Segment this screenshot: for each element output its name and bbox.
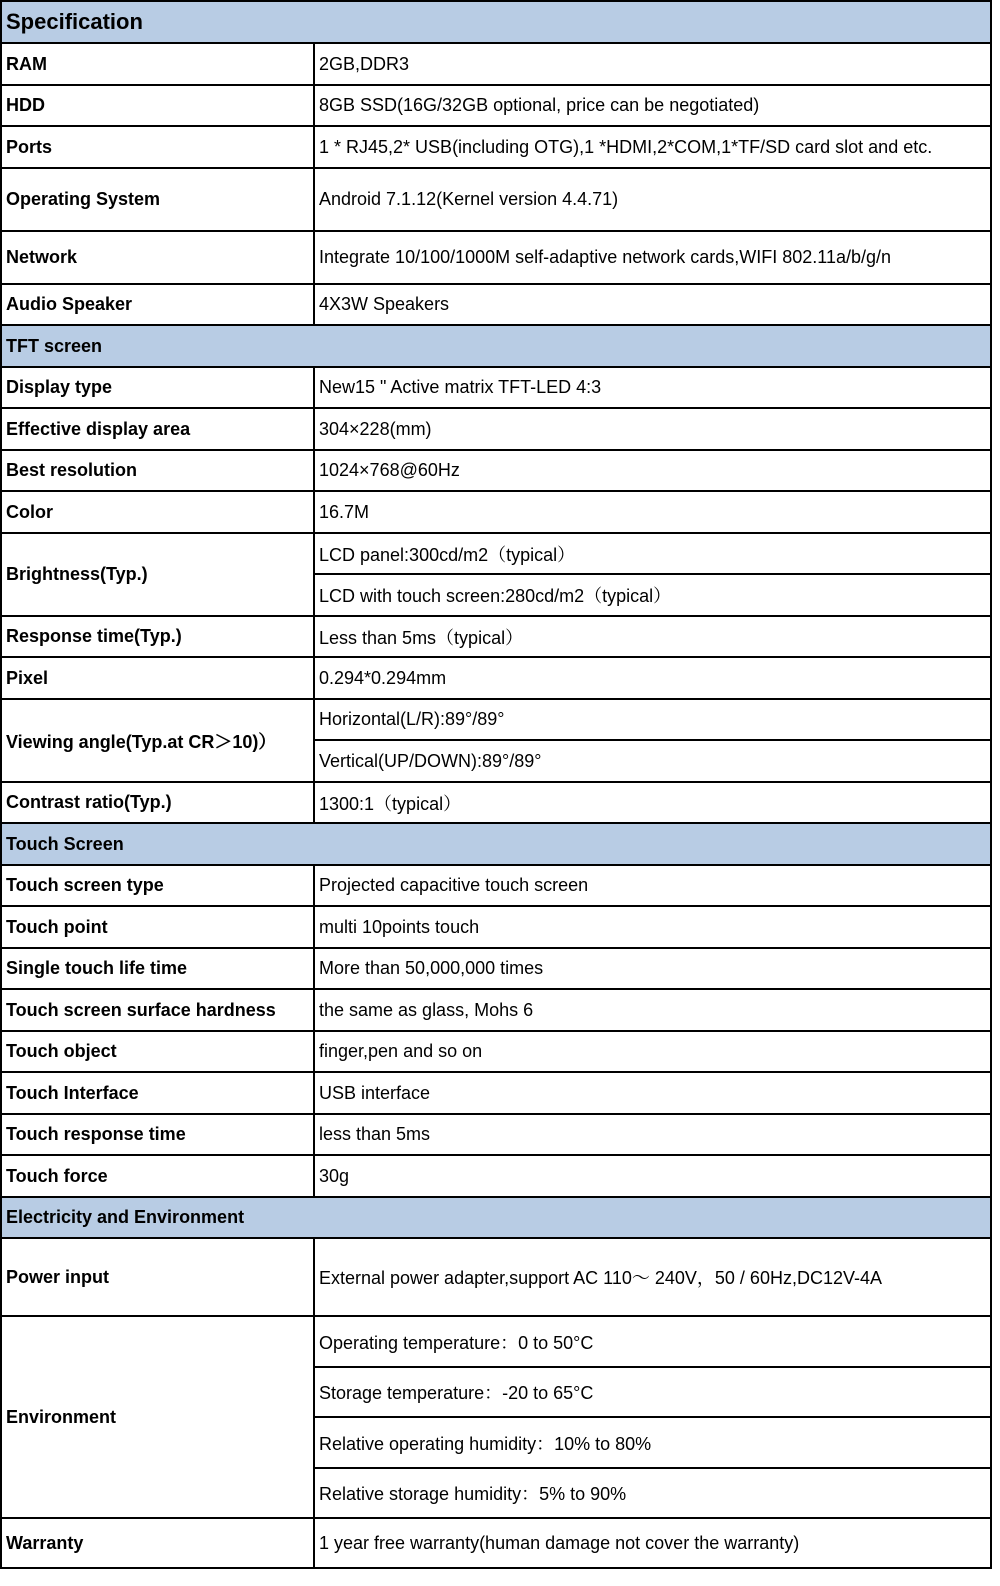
spec-label: Touch screen surface hardness — [1, 989, 314, 1031]
spec-value: USB interface — [314, 1072, 991, 1114]
table-row — [1, 533, 991, 574]
table-row — [1, 43, 991, 85]
spec-label: Contrast ratio(Typ.) — [1, 782, 314, 823]
spec-label: Ports — [1, 126, 314, 168]
spec-label: RAM — [1, 43, 314, 85]
table-row — [1, 408, 991, 450]
spec-label: Display type — [1, 367, 314, 408]
spec-value: Horizontal(L/R):89°/89° — [314, 699, 991, 740]
table-row — [1, 1072, 991, 1114]
spec-value: External power adapter,support AC 110～ 240V，50 / 60Hz,DC12V-4A — [314, 1238, 991, 1316]
section-title: TFT screen — [1, 325, 991, 367]
table-row — [1, 657, 991, 699]
spec-label: Touch force — [1, 1155, 314, 1197]
table-row — [1, 1114, 991, 1155]
table-row — [1, 906, 991, 948]
table-row — [1, 865, 991, 906]
spec-value: the same as glass, Mohs 6 — [314, 989, 991, 1031]
spec-value: 16.7M — [314, 491, 991, 533]
table-row — [1, 1155, 991, 1197]
spec-value: 1300:1（typical） — [314, 782, 991, 823]
table-row — [1, 491, 991, 533]
table-row — [1, 699, 991, 740]
spec-value: 30g — [314, 1155, 991, 1197]
spec-label: Audio Speaker — [1, 284, 314, 325]
spec-value: Projected capacitive touch screen — [314, 865, 991, 906]
spec-value: less than 5ms — [314, 1114, 991, 1155]
spec-value: 304×228(mm) — [314, 408, 991, 450]
table-row — [1, 126, 991, 168]
spec-label: Response time(Typ.) — [1, 616, 314, 657]
table-row — [1, 284, 991, 325]
table-row — [1, 1031, 991, 1072]
spec-value: 0.294*0.294mm — [314, 657, 991, 699]
section-touch-screen — [1, 823, 991, 865]
section-title: Touch Screen — [1, 823, 991, 865]
table-row — [1, 948, 991, 989]
spec-value: Less than 5ms（typical） — [314, 616, 991, 657]
spec-value: Relative operating humidity：10% to 80% — [314, 1417, 991, 1468]
table-row — [1, 85, 991, 126]
table-row — [1, 231, 991, 284]
spec-label: Touch object — [1, 1031, 314, 1072]
spec-value: LCD with touch screen:280cd/m2（typical） — [314, 574, 991, 616]
table-row — [1, 1518, 991, 1568]
spec-label: Pixel — [1, 657, 314, 699]
table-row — [1, 616, 991, 657]
spec-label: Effective display area — [1, 408, 314, 450]
spec-value: finger,pen and so on — [314, 1031, 991, 1072]
section-electricity-environment — [1, 1197, 991, 1238]
table-row — [1, 1238, 991, 1316]
spec-value: LCD panel:300cd/m2（typical） — [314, 533, 991, 574]
spec-value: 8GB SSD(16G/32GB optional, price can be negotiated) — [314, 85, 991, 126]
table-row — [1, 367, 991, 408]
spec-value: More than 50,000,000 times — [314, 948, 991, 989]
spec-label: Touch response time — [1, 1114, 314, 1155]
spec-label: Brightness(Typ.) — [1, 533, 314, 616]
table-row — [1, 1316, 991, 1367]
spec-label: Viewing angle(Typ.at CR＞10)） — [1, 699, 314, 782]
spec-value: New15 " Active matrix TFT-LED 4:3 — [314, 367, 991, 408]
spec-value: multi 10points touch — [314, 906, 991, 948]
spec-value: 2GB,DDR3 — [314, 43, 991, 85]
spec-value: 1 * RJ45,2* USB(including OTG),1 *HDMI,2*COM,1*TF/SD card slot and etc. — [314, 126, 991, 168]
spec-label: Touch Interface — [1, 1072, 314, 1114]
spec-label: Single touch life time — [1, 948, 314, 989]
table-row — [1, 782, 991, 823]
spec-label: Network — [1, 231, 314, 284]
section-title: Electricity and Environment — [1, 1197, 991, 1238]
spec-label: Operating System — [1, 168, 314, 231]
spec-label: Touch point — [1, 906, 314, 948]
spec-label: Power input — [1, 1238, 314, 1316]
section-specification — [1, 1, 991, 43]
spec-label: Environment — [1, 1316, 314, 1518]
spec-value: Relative storage humidity：5% to 90% — [314, 1468, 991, 1518]
spec-label: Touch screen type — [1, 865, 314, 906]
spec-label: Color — [1, 491, 314, 533]
table-row — [1, 450, 991, 491]
spec-label: Best resolution — [1, 450, 314, 491]
spec-value: Android 7.1.12(Kernel version 4.4.71) — [314, 168, 991, 231]
spec-value: Storage temperature：-20 to 65°C — [314, 1367, 991, 1417]
section-tft-screen — [1, 325, 991, 367]
table-row — [1, 168, 991, 231]
table-row — [1, 989, 991, 1031]
spec-label: HDD — [1, 85, 314, 126]
spec-value: 4X3W Speakers — [314, 284, 991, 325]
spec-value: 1024×768@60Hz — [314, 450, 991, 491]
spec-value: Integrate 10/100/1000M self-adaptive network cards,WIFI 802.11a/b/g/n — [314, 231, 991, 284]
section-title: Specification — [1, 1, 991, 43]
spec-label: Warranty — [1, 1518, 314, 1568]
spec-value: Vertical(UP/DOWN):89°/89° — [314, 740, 991, 782]
spec-value: 1 year free warranty(human damage not cover the warranty) — [314, 1518, 991, 1568]
spec-value: Operating temperature：0 to 50°C — [314, 1316, 991, 1367]
